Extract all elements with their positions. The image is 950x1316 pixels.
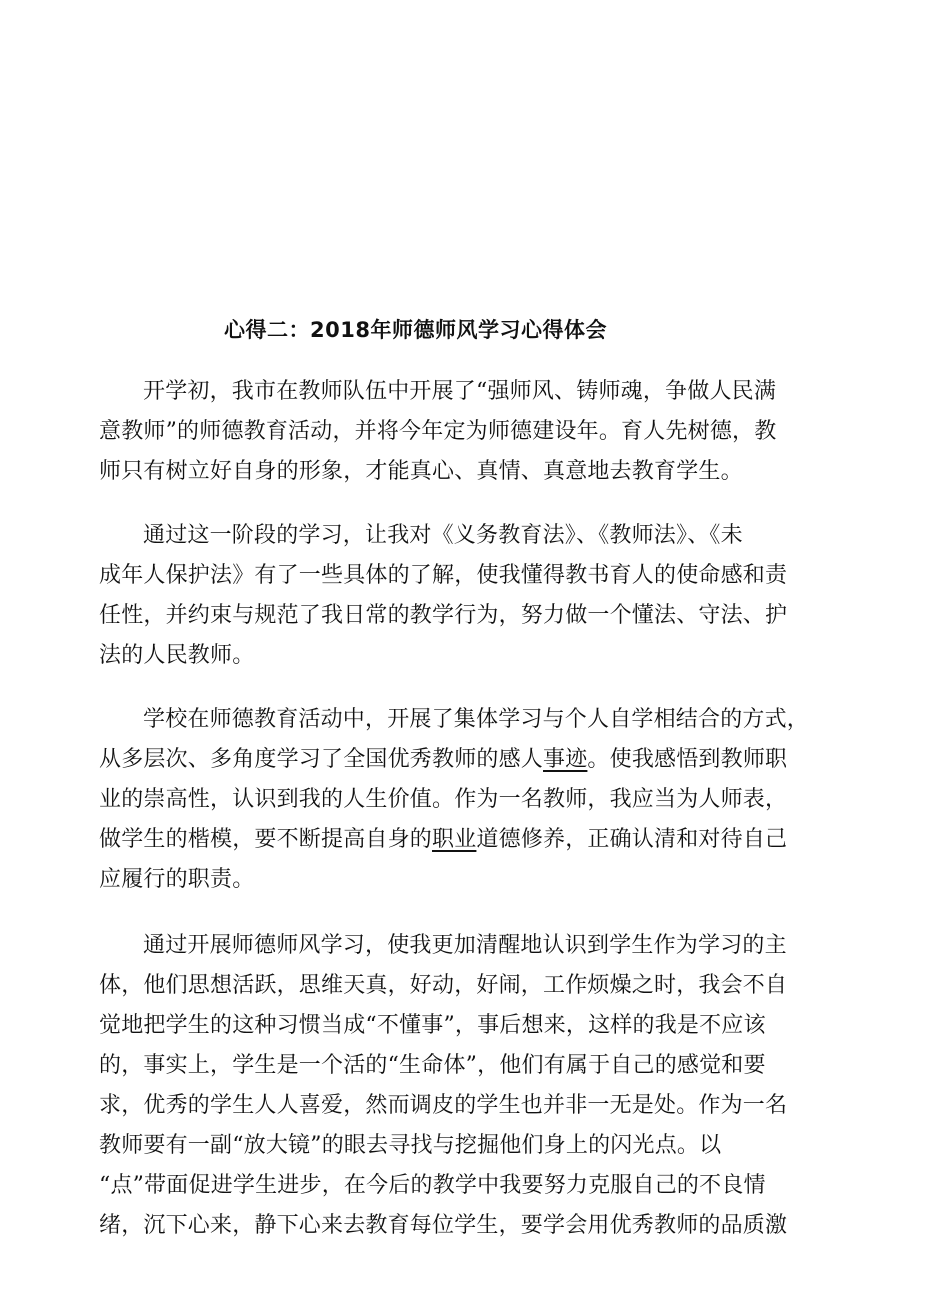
paragraph-line: 通过开展师德师风学习，使我更加清醒地认识到学生作为学习的主 [143,933,787,958]
paragraph-line: 求，优秀的学生人人喜爱，然而调皮的学生也并非一无是处。作为一名 [99,1093,788,1118]
document-title: 心得二：2018年师德师风学习心得体会 [224,318,607,342]
paragraph-line: 觉地把学生的这种习惯当成“不懂事”，事后想来，这样的我是不应该 [99,1013,766,1038]
paragraph-line [99,820,845,860]
paragraph-line: 通过这一阶段的学习，让我对《义务教育法》、《教师法》、《未 [143,523,743,548]
text-run: 道德修养，正确认清和对待自己 [476,827,788,852]
paragraph-line: 体，他们思想活跃，思维天真，好动，好闹，工作烦燥之时，我会不自 [99,973,788,998]
text-run: 做学生的楷模，要不断提高自身的 [99,827,433,852]
text-run: 。使我感悟到教师职 [587,747,788,772]
paragraph-line [99,740,845,780]
paragraph-3 [99,700,845,900]
hyperlink-zhiye[interactable]: 职业 [432,827,477,852]
paragraph-2 [99,516,845,676]
paragraph-line: 应履行的职责。 [99,867,255,892]
paragraph-line: 开学初，我市在教师队伍中开展了“强师风、铸师魂，争做人民满 [143,379,777,404]
text-run: 从多层次、多角度学习了全国优秀教师的感人 [99,747,544,772]
paragraph-line: 绪，沉下心来，静下心来去教育每位学生，要学会用优秀教师的品质激 [99,1213,788,1238]
paragraph-line: 教师要有一副“放大镜”的眼去寻找与挖掘他们身上的闪光点。以 [99,1133,722,1158]
hyperlink-shiji[interactable]: 事迹 [543,747,588,772]
paragraph-line: “点”带面促进学生进步，在今后的教学中我要努力克服自己的不良情 [99,1173,766,1198]
paragraph-line: 的，事实上，学生是一个活的“生命体”，他们有属于自己的感觉和要 [99,1053,766,1078]
paragraph-line: 业的崇高性，认识到我的人生价值。作为一名教师，我应当为人师表， [99,787,788,812]
paragraph-line: 成年人保护法》有了一些具体的了解，使我懂得教书育人的使命感和责 [99,563,788,588]
paragraph-4 [99,926,845,1246]
paragraph-line: 师只有树立好自身的形象，才能真心、真情、真意地去教育学生。 [99,459,743,484]
paragraph-line: 意教师”的师德教育活动，并将今年定为师德建设年。育人先树德，教 [99,419,777,444]
paragraph-line: 学校在师德教育活动中，开展了集体学习与个人自学相结合的方式， [143,707,810,732]
paragraph-1 [99,372,845,492]
paragraph-line: 法的人民教师。 [99,643,255,668]
paragraph-line: 任性，并约束与规范了我日常的教学行为，努力做一个懂法、守法、护 [99,603,788,628]
